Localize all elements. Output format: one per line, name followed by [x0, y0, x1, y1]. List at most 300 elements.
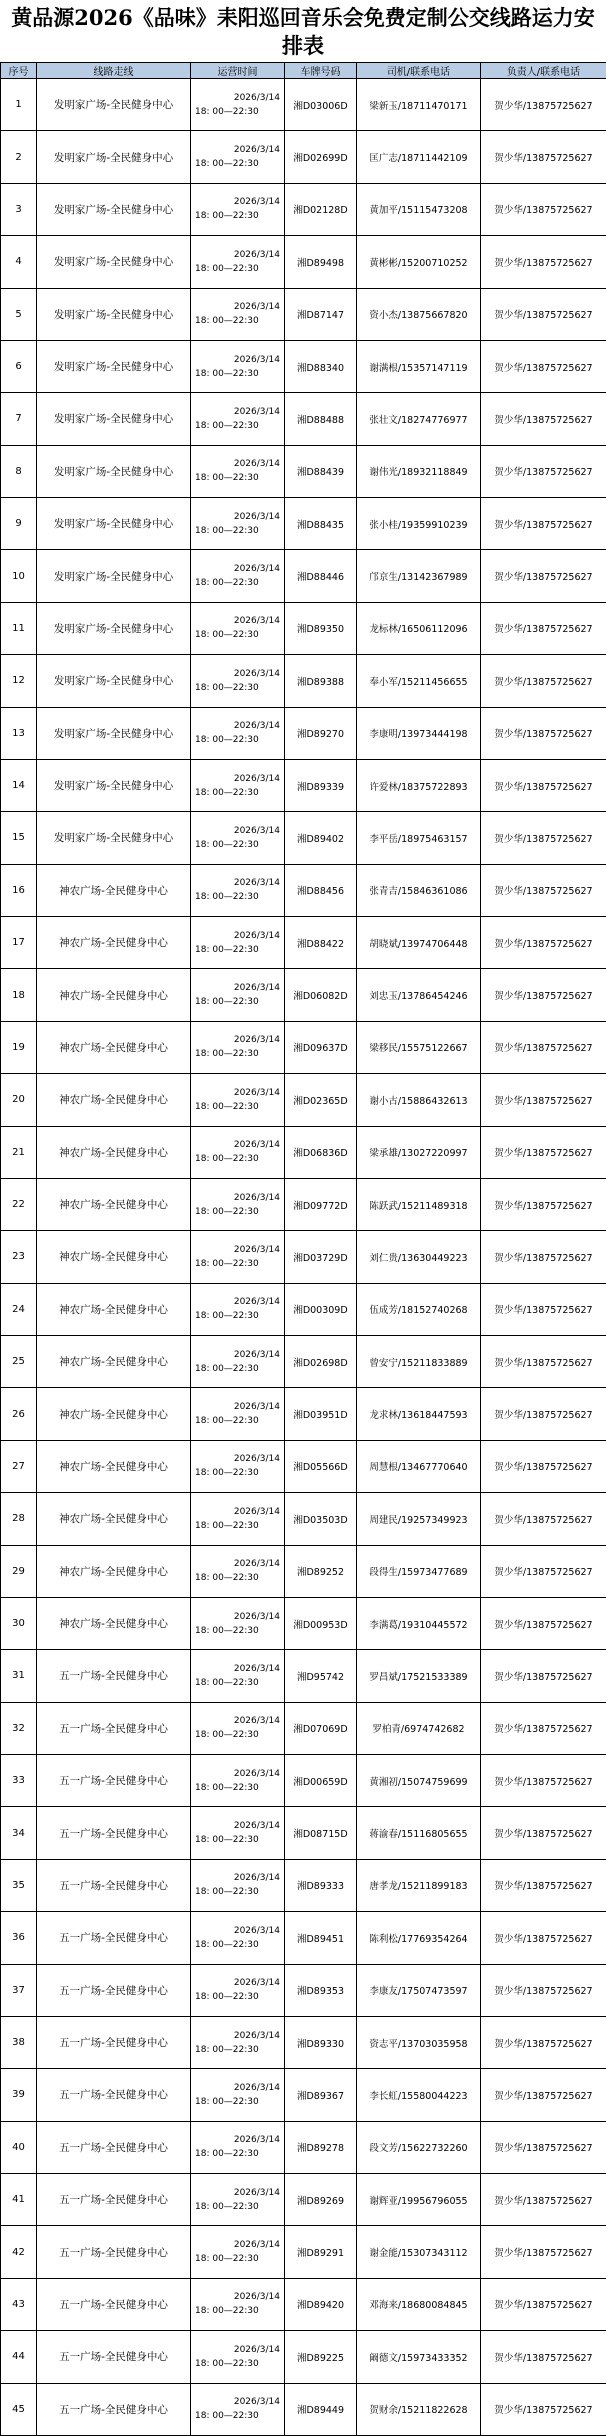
row-plate: 湘D89291: [285, 2226, 357, 2278]
row-route: 神农广场-全民健身中心: [37, 1388, 191, 1440]
table-row: [1, 2226, 606, 2278]
row-time: [191, 498, 285, 550]
row-plate: 湘D89449: [285, 2383, 357, 2435]
row-route: 神农广场-全民健身中心: [37, 1074, 191, 1126]
row-route: 发明家广场-全民健身中心: [37, 236, 191, 288]
row-route: 发明家广场-全民健身中心: [37, 340, 191, 392]
row-hours: 18: 00—22:30: [191, 419, 284, 433]
row-driver: 张青吉/15846361086: [357, 864, 481, 916]
row-date: 2026/3/14: [191, 1295, 284, 1309]
row-no: 25: [1, 1336, 37, 1388]
table-row: [1, 131, 606, 183]
row-lead: 贺少华/13875725627: [481, 288, 606, 340]
row-time: [191, 1126, 285, 1178]
row-driver: 周建民/19257349923: [357, 1493, 481, 1545]
table-row: [1, 1178, 606, 1230]
row-date: 2026/3/14: [191, 1348, 284, 1362]
row-lead: 贺少华/13875725627: [481, 236, 606, 288]
row-time: [191, 759, 285, 811]
row-plate: 湘D89420: [285, 2278, 357, 2330]
row-route: 五一广场-全民健身中心: [37, 1807, 191, 1859]
row-no: 7: [1, 393, 37, 445]
row-lead: 贺少华/13875725627: [481, 1964, 606, 2016]
row-no: 31: [1, 1650, 37, 1702]
row-time: [191, 288, 285, 340]
row-lead: 贺少华/13875725627: [481, 759, 606, 811]
row-driver: 李长虹/15580044223: [357, 2069, 481, 2121]
row-time: [191, 1755, 285, 1807]
row-route: 神农广场-全民健身中心: [37, 864, 191, 916]
row-date: 2026/3/14: [191, 1714, 284, 1728]
table-row: [1, 393, 606, 445]
row-no: 3: [1, 183, 37, 235]
row-lead: 贺少华/13875725627: [481, 1493, 606, 1545]
row-driver: 罗柏青/6974742682: [357, 1702, 481, 1754]
row-route: 五一广场-全民健身中心: [37, 2383, 191, 2435]
row-driver: 胡晓斌/13974706448: [357, 917, 481, 969]
row-hours: 18: 00—22:30: [191, 786, 284, 800]
row-time: [191, 2226, 285, 2278]
row-hours: 18: 00—22:30: [191, 105, 284, 119]
row-time: [191, 1545, 285, 1597]
row-driver: 李平岳/18975463157: [357, 812, 481, 864]
row-driver: 陈跃武/15211489318: [357, 1178, 481, 1230]
row-time: [191, 1650, 285, 1702]
row-no: 9: [1, 498, 37, 550]
row-lead: 贺少华/13875725627: [481, 445, 606, 497]
row-driver: 许爱林/18375722893: [357, 759, 481, 811]
row-plate: 湘D89270: [285, 707, 357, 759]
row-time: [191, 1702, 285, 1754]
row-hours: 18: 00—22:30: [191, 2095, 284, 2109]
row-driver: 周慧根/13467770640: [357, 1440, 481, 1492]
row-plate: 湘D09772D: [285, 1178, 357, 1230]
header-no: 序号: [1, 63, 37, 79]
row-route: 神农广场-全民健身中心: [37, 1597, 191, 1649]
row-lead: 贺少华/13875725627: [481, 812, 606, 864]
row-time: [191, 1178, 285, 1230]
row-date: 2026/3/14: [191, 667, 284, 681]
row-no: 13: [1, 707, 37, 759]
row-time: [191, 131, 285, 183]
row-driver: 黄湘初/15074759699: [357, 1755, 481, 1807]
table-row: [1, 969, 606, 1021]
row-date: 2026/3/14: [191, 719, 284, 733]
row-lead: 贺少华/13875725627: [481, 602, 606, 654]
row-date: 2026/3/14: [191, 1662, 284, 1676]
row-plate: 湘D08715D: [285, 1807, 357, 1859]
row-no: 42: [1, 2226, 37, 2278]
table-row: [1, 550, 606, 602]
table-row: [1, 1964, 606, 2016]
table-row: [1, 2121, 606, 2173]
row-date: 2026/3/14: [191, 405, 284, 419]
row-route: 神农广场-全民健身中心: [37, 1231, 191, 1283]
row-route: 神农广场-全民健身中心: [37, 1126, 191, 1178]
table-row: [1, 1283, 606, 1335]
table-row: [1, 759, 606, 811]
row-driver: 段得生/15973477689: [357, 1545, 481, 1597]
row-lead: 贺少华/13875725627: [481, 2226, 606, 2278]
row-lead: 贺少华/13875725627: [481, 2383, 606, 2435]
row-route: 五一广场-全民健身中心: [37, 2174, 191, 2226]
table-header-row: [1, 63, 606, 79]
row-driver: 贺财余/15211822628: [357, 2383, 481, 2435]
row-driver: 谢满根/15357147119: [357, 340, 481, 392]
row-lead: 贺少华/13875725627: [481, 969, 606, 1021]
row-no: 18: [1, 969, 37, 1021]
row-route: 发明家广场-全民健身中心: [37, 602, 191, 654]
row-route: 五一广场-全民健身中心: [37, 2226, 191, 2278]
row-lead: 贺少华/13875725627: [481, 1912, 606, 1964]
row-hours: 18: 00—22:30: [191, 1624, 284, 1638]
row-lead: 贺少华/13875725627: [481, 707, 606, 759]
row-hours: 18: 00—22:30: [191, 157, 284, 171]
table-row: [1, 1231, 606, 1283]
row-time: [191, 969, 285, 1021]
row-hours: 18: 00—22:30: [191, 995, 284, 1009]
row-lead: 贺少华/13875725627: [481, 1021, 606, 1073]
row-time: [191, 2331, 285, 2383]
row-date: 2026/3/14: [191, 1400, 284, 1414]
row-lead: 贺少华/13875725627: [481, 131, 606, 183]
row-no: 4: [1, 236, 37, 288]
row-time: [191, 340, 285, 392]
row-date: 2026/3/14: [191, 1138, 284, 1152]
row-time: [191, 864, 285, 916]
table-row: [1, 2016, 606, 2068]
row-lead: 贺少华/13875725627: [481, 1597, 606, 1649]
row-time: [191, 1912, 285, 1964]
row-hours: 18: 00—22:30: [191, 209, 284, 223]
row-date: 2026/3/14: [191, 2133, 284, 2147]
row-plate: 湘D89278: [285, 2121, 357, 2173]
row-time: [191, 2016, 285, 2068]
row-time: [191, 2069, 285, 2121]
row-lead: 贺少华/13875725627: [481, 1807, 606, 1859]
table-row: [1, 1702, 606, 1754]
row-date: 2026/3/14: [191, 614, 284, 628]
row-driver: 龙求林/13618447593: [357, 1388, 481, 1440]
row-plate: 湘D00659D: [285, 1755, 357, 1807]
table-row: [1, 498, 606, 550]
row-route: 五一广场-全民健身中心: [37, 2016, 191, 2068]
row-lead: 贺少华/13875725627: [481, 2278, 606, 2330]
row-plate: 湘D06836D: [285, 1126, 357, 1178]
row-time: [191, 1074, 285, 1126]
header-plate: 车牌号码: [285, 63, 357, 79]
row-hours: 18: 00—22:30: [191, 576, 284, 590]
page-title: 黄品源2026《品味》耒阳巡回音乐会免费定制公交线路运力安排表: [0, 0, 606, 62]
row-lead: 贺少华/13875725627: [481, 1859, 606, 1911]
table-row: [1, 2383, 606, 2435]
row-lead: 贺少华/13875725627: [481, 917, 606, 969]
row-lead: 贺少华/13875725627: [481, 1283, 606, 1335]
row-plate: 湘D09637D: [285, 1021, 357, 1073]
row-no: 6: [1, 340, 37, 392]
row-time: [191, 1597, 285, 1649]
row-lead: 贺少华/13875725627: [481, 79, 606, 131]
row-no: 23: [1, 1231, 37, 1283]
row-driver: 罗昌斌/17521533389: [357, 1650, 481, 1702]
row-route: 神农广场-全民健身中心: [37, 969, 191, 1021]
table-row: [1, 1597, 606, 1649]
row-plate: 湘D88340: [285, 340, 357, 392]
row-plate: 湘D89252: [285, 1545, 357, 1597]
row-date: 2026/3/14: [191, 248, 284, 262]
row-date: 2026/3/14: [191, 824, 284, 838]
row-no: 36: [1, 1912, 37, 1964]
row-time: [191, 445, 285, 497]
table-row: [1, 1021, 606, 1073]
table-row: [1, 812, 606, 864]
row-driver: 谢小古/15886432613: [357, 1074, 481, 1126]
row-route: 五一广场-全民健身中心: [37, 2121, 191, 2173]
row-plate: 湘D89225: [285, 2331, 357, 2383]
row-date: 2026/3/14: [191, 2186, 284, 2200]
row-time: [191, 1493, 285, 1545]
table-row: [1, 2331, 606, 2383]
row-date: 2026/3/14: [191, 353, 284, 367]
row-date: 2026/3/14: [191, 510, 284, 524]
row-no: 20: [1, 1074, 37, 1126]
row-date: 2026/3/14: [191, 2238, 284, 2252]
row-lead: 贺少华/13875725627: [481, 1650, 606, 1702]
row-time: [191, 812, 285, 864]
row-hours: 18: 00—22:30: [191, 1519, 284, 1533]
row-date: 2026/3/14: [191, 2343, 284, 2357]
row-driver: 阚德文/15973433352: [357, 2331, 481, 2383]
row-no: 39: [1, 2069, 37, 2121]
row-plate: 湘D89353: [285, 1964, 357, 2016]
row-driver: 李康明/13973444198: [357, 707, 481, 759]
row-hours: 18: 00—22:30: [191, 1885, 284, 1899]
row-no: 29: [1, 1545, 37, 1597]
row-time: [191, 236, 285, 288]
row-lead: 贺少华/13875725627: [481, 1755, 606, 1807]
row-lead: 贺少华/13875725627: [481, 2331, 606, 2383]
row-time: [191, 1440, 285, 1492]
row-hours: 18: 00—22:30: [191, 471, 284, 485]
row-hours: 18: 00—22:30: [191, 524, 284, 538]
row-route: 发明家广场-全民健身中心: [37, 498, 191, 550]
row-no: 15: [1, 812, 37, 864]
row-no: 11: [1, 602, 37, 654]
row-plate: 湘D95742: [285, 1650, 357, 1702]
row-hours: 18: 00—22:30: [191, 943, 284, 957]
table-row: [1, 2174, 606, 2226]
row-driver: 伍成芳/18152740268: [357, 1283, 481, 1335]
row-plate: 湘D05566D: [285, 1440, 357, 1492]
row-no: 26: [1, 1388, 37, 1440]
row-no: 2: [1, 131, 37, 183]
row-date: 2026/3/14: [191, 1505, 284, 1519]
row-date: 2026/3/14: [191, 1767, 284, 1781]
row-lead: 贺少华/13875725627: [481, 550, 606, 602]
row-no: 22: [1, 1178, 37, 1230]
row-route: 发明家广场-全民健身中心: [37, 812, 191, 864]
row-hours: 18: 00—22:30: [191, 2409, 284, 2423]
row-date: 2026/3/14: [191, 1033, 284, 1047]
table-row: [1, 1755, 606, 1807]
row-date: 2026/3/14: [191, 2081, 284, 2095]
row-hours: 18: 00—22:30: [191, 1676, 284, 1690]
row-hours: 18: 00—22:30: [191, 838, 284, 852]
row-hours: 18: 00—22:30: [191, 1728, 284, 1742]
table-row: [1, 707, 606, 759]
row-driver: 蒋渝春/15116805655: [357, 1807, 481, 1859]
row-time: [191, 550, 285, 602]
row-route: 五一广场-全民健身中心: [37, 1650, 191, 1702]
row-no: 17: [1, 917, 37, 969]
row-no: 30: [1, 1597, 37, 1649]
row-driver: 刘仁贵/13630449223: [357, 1231, 481, 1283]
row-date: 2026/3/14: [191, 1819, 284, 1833]
row-plate: 湘D88439: [285, 445, 357, 497]
row-hours: 18: 00—22:30: [191, 1100, 284, 1114]
row-no: 21: [1, 1126, 37, 1178]
table-row: [1, 655, 606, 707]
row-date: 2026/3/14: [191, 876, 284, 890]
row-route: 神农广场-全民健身中心: [37, 1545, 191, 1597]
row-driver: 资小杰/13875667820: [357, 288, 481, 340]
row-plate: 湘D89367: [285, 2069, 357, 2121]
row-date: 2026/3/14: [191, 91, 284, 105]
row-time: [191, 79, 285, 131]
row-driver: 黄彬彬/15200710252: [357, 236, 481, 288]
row-lead: 贺少华/13875725627: [481, 340, 606, 392]
row-driver: 段文芳/15622732260: [357, 2121, 481, 2173]
row-hours: 18: 00—22:30: [191, 1990, 284, 2004]
table-row: [1, 1126, 606, 1178]
row-driver: 刘忠玉/13786454246: [357, 969, 481, 1021]
table-row: [1, 1388, 606, 1440]
table-row: [1, 602, 606, 654]
header-lead: 负责人/联系电话: [481, 63, 606, 79]
row-plate: 湘D88446: [285, 550, 357, 602]
row-plate: 湘D89451: [285, 1912, 357, 1964]
row-route: 五一广场-全民健身中心: [37, 1702, 191, 1754]
row-lead: 贺少华/13875725627: [481, 1074, 606, 1126]
row-no: 35: [1, 1859, 37, 1911]
row-date: 2026/3/14: [191, 2029, 284, 2043]
row-driver: 梁承雄/13027220997: [357, 1126, 481, 1178]
row-plate: 湘D89350: [285, 602, 357, 654]
row-hours: 18: 00—22:30: [191, 628, 284, 642]
row-driver: 黄加平/15115473208: [357, 183, 481, 235]
row-route: 神农广场-全民健身中心: [37, 1021, 191, 1073]
row-hours: 18: 00—22:30: [191, 1466, 284, 1480]
row-driver: 梁移民/15575122667: [357, 1021, 481, 1073]
row-date: 2026/3/14: [191, 772, 284, 786]
row-plate: 湘D00309D: [285, 1283, 357, 1335]
row-no: 40: [1, 2121, 37, 2173]
row-route: 神农广场-全民健身中心: [37, 1283, 191, 1335]
row-no: 27: [1, 1440, 37, 1492]
row-route: 发明家广场-全民健身中心: [37, 393, 191, 445]
row-plate: 湘D00953D: [285, 1597, 357, 1649]
row-hours: 18: 00—22:30: [191, 2147, 284, 2161]
row-route: 发明家广场-全民健身中心: [37, 288, 191, 340]
row-hours: 18: 00—22:30: [191, 890, 284, 904]
row-lead: 贺少华/13875725627: [481, 1388, 606, 1440]
table-row: [1, 1807, 606, 1859]
row-plate: 湘D88435: [285, 498, 357, 550]
row-driver: 奉小军/15211456655: [357, 655, 481, 707]
row-lead: 贺少华/13875725627: [481, 1702, 606, 1754]
row-driver: 邝京生/13142367989: [357, 550, 481, 602]
row-no: 16: [1, 864, 37, 916]
row-plate: 湘D03006D: [285, 79, 357, 131]
row-driver: 曾安宁/15211833889: [357, 1336, 481, 1388]
row-date: 2026/3/14: [191, 1243, 284, 1257]
row-route: 发明家广场-全民健身中心: [37, 79, 191, 131]
table-row: [1, 917, 606, 969]
row-plate: 湘D02698D: [285, 1336, 357, 1388]
row-driver: 张小桂/19359910239: [357, 498, 481, 550]
row-no: 19: [1, 1021, 37, 1073]
row-route: 发明家广场-全民健身中心: [37, 183, 191, 235]
row-date: 2026/3/14: [191, 1452, 284, 1466]
row-route: 五一广场-全民健身中心: [37, 1859, 191, 1911]
row-driver: 匡广志/18711442109: [357, 131, 481, 183]
row-plate: 湘D03951D: [285, 1388, 357, 1440]
row-no: 45: [1, 2383, 37, 2435]
row-no: 14: [1, 759, 37, 811]
row-driver: 资志平/13703035958: [357, 2016, 481, 2068]
row-driver: 邓海来/18680084845: [357, 2278, 481, 2330]
row-lead: 贺少华/13875725627: [481, 655, 606, 707]
row-lead: 贺少华/13875725627: [481, 1545, 606, 1597]
row-route: 五一广场-全民健身中心: [37, 1912, 191, 1964]
row-hours: 18: 00—22:30: [191, 2357, 284, 2371]
row-no: 34: [1, 1807, 37, 1859]
row-time: [191, 2174, 285, 2226]
row-hours: 18: 00—22:30: [191, 1414, 284, 1428]
row-time: [191, 1388, 285, 1440]
row-driver: 谢辉亚/19956796055: [357, 2174, 481, 2226]
row-date: 2026/3/14: [191, 143, 284, 157]
row-no: 41: [1, 2174, 37, 2226]
row-lead: 贺少华/13875725627: [481, 393, 606, 445]
row-plate: 湘D03503D: [285, 1493, 357, 1545]
row-time: [191, 1964, 285, 2016]
row-date: 2026/3/14: [191, 300, 284, 314]
row-plate: 湘D89339: [285, 759, 357, 811]
row-date: 2026/3/14: [191, 457, 284, 471]
row-plate: 湘D02699D: [285, 131, 357, 183]
row-plate: 湘D89498: [285, 236, 357, 288]
row-no: 5: [1, 288, 37, 340]
row-time: [191, 1336, 285, 1388]
row-lead: 贺少华/13875725627: [481, 2069, 606, 2121]
row-plate: 湘D87147: [285, 288, 357, 340]
row-time: [191, 183, 285, 235]
row-route: 五一广场-全民健身中心: [37, 2069, 191, 2121]
row-lead: 贺少华/13875725627: [481, 864, 606, 916]
row-route: 发明家广场-全民健身中心: [37, 655, 191, 707]
row-lead: 贺少华/13875725627: [481, 1440, 606, 1492]
row-plate: 湘D02365D: [285, 1074, 357, 1126]
row-time: [191, 2383, 285, 2435]
row-no: 12: [1, 655, 37, 707]
row-time: [191, 2278, 285, 2330]
row-date: 2026/3/14: [191, 981, 284, 995]
row-hours: 18: 00—22:30: [191, 1309, 284, 1323]
row-hours: 18: 00—22:30: [191, 314, 284, 328]
row-plate: 湘D88422: [285, 917, 357, 969]
row-hours: 18: 00—22:30: [191, 1047, 284, 1061]
